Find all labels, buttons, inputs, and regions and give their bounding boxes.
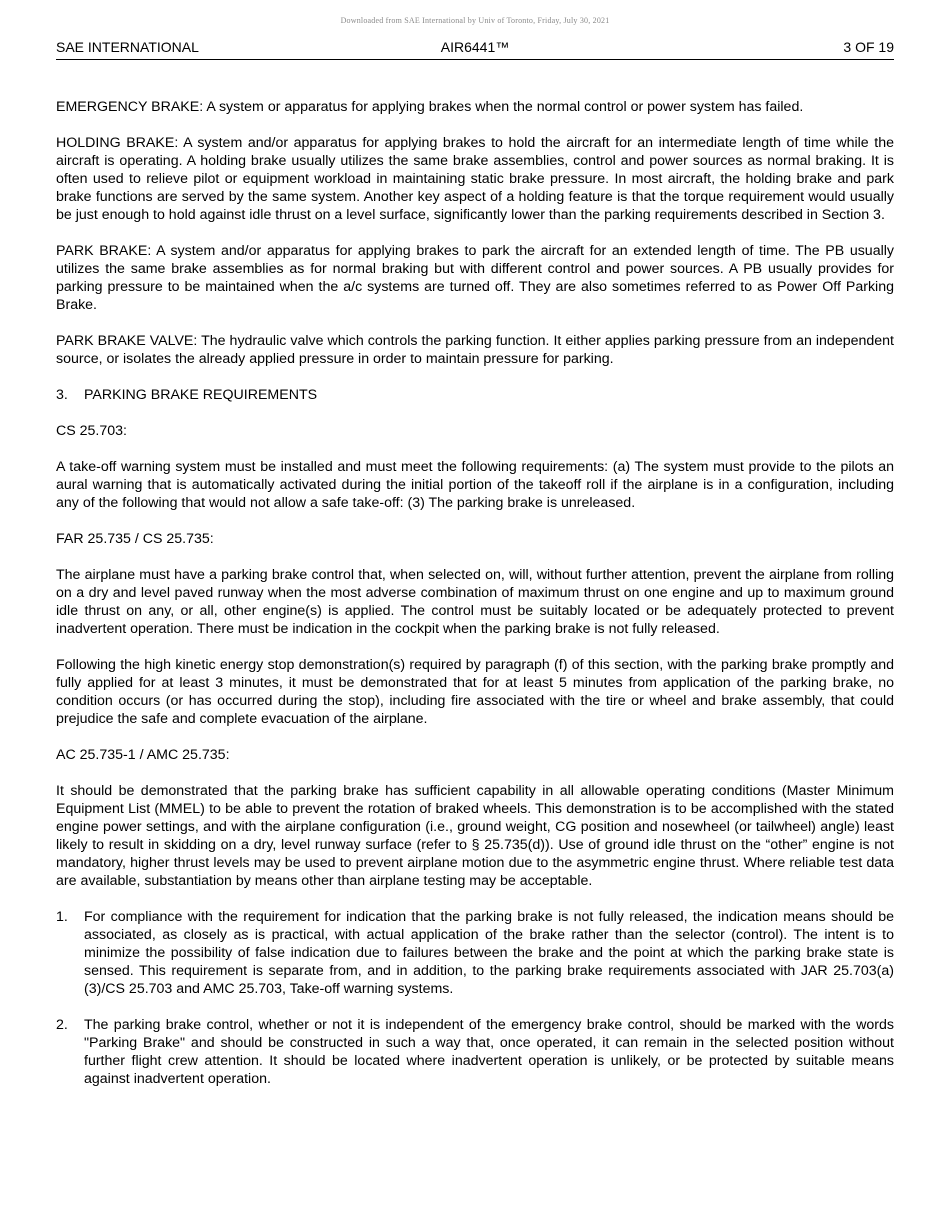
page-header — [56, 38, 894, 60]
header-org: SAE INTERNATIONAL — [56, 39, 199, 55]
ac25735-text: It should be demonstrated that the parking brake has sufficient capability in all allowable operating conditions (Master Minimum Equipment List (MMEL) to be able to prevent the rotation of braked wheels. This demonstration is to be accomplished with the stated engine power settings, and with the airplane configuration (i.e., ground weight, CG position and nosewheel (or tailwheel) angle) least likely to result in skidding on a dry, level runway surface (refer to § 25.735(d)). Use of ground idle thrust on the “other” engine is not mandatory, higher thrust levels may be used to prevent airplane motion due to the asymmetric engine thrust. Where reliable test data are available, substantiation by means other than airplane testing may be acceptable. — [56, 783, 894, 889]
header-doc-id: AIR6441™ — [440, 39, 510, 55]
section-number: 3. — [56, 387, 68, 403]
section-title: PARKING BRAKE REQUIREMENTS — [84, 387, 318, 403]
definition-emergency-brake: EMERGENCY BRAKE: A system or apparatus for applying brakes when the normal control or power system has failed. — [56, 99, 804, 115]
far25735-paragraph: The airplane must have a parking brake control that, when selected on, will, without further attention, prevent the airplane from rolling on a dry and level paved runway when the most adverse combination of maximum thrust on one engine and up to maximum ground idle thrust on any, or all, other engine(s) is applied. The control must be suitably located or be adequately protected to prevent inadvertent operation. There must be indication in the cockpit when the parking brake is not fully released. — [56, 567, 894, 637]
header-page-number: 3 OF 19 — [843, 39, 894, 55]
definition-holding-brake: HOLDING BRAKE: A system and/or apparatus for applying brakes to hold the aircraft for an intermediate length of time while the aircraft is operating. A holding brake usually utilizes the same brake assemblies, control and power sources as normal braking. It is often used to relieve pilot or equipment workload in maintaining static brake pressure. In most aircraft, the holding brake and park brake functions are served by the same system. Another key aspect of a holding feature is that the torque requirement would usually be just enough to hold against idle thrust on a level surface, significantly lower than the parking requirements described in Section 3. — [56, 135, 894, 223]
definition-park-brake-valve: PARK BRAKE VALVE: The hydraulic valve which controls the parking function. It either applies parking pressure from an independent source, or isolates the already applied pressure in order to maintain pressure for parking. — [56, 333, 894, 367]
download-watermark: Downloaded from SAE International by Univ of Toronto, Friday, July 30, 2021 — [340, 16, 610, 25]
list-item — [56, 908, 894, 998]
cs25703-text: A take-off warning system must be installed and must meet the following requirements: (a) The system must provide to the pilots an aural warning that is automatically activated during the initial portion of the takeoff roll if the airplane is in a configuration, including any of the following that would not allow a safe take-off: (3) The parking brake is unreleased. — [56, 459, 894, 511]
definition-park-brake: PARK BRAKE: A system and/or apparatus for applying brakes to park the aircraft for an extended length of time. The PB usually utilizes the same brake assemblies as for normal braking but with different control and power sources. A PB usually provides for parking pressure to be maintained when the a/c systems are turned off. They are also sometimes referred to as Power Off Parking Brake. — [56, 243, 894, 313]
list-item-text: For compliance with the requirement for indication that the parking brake is not fully released, the indication means should be associated, as closely as is practical, with actual application of the brake rather than the selector (control). The intent is to minimize the possibility of false indication due to failures between the brake and the point at which the parking brake state is sensed. This requirement is separate from, and in addition, to the parking brake requirements associated with JAR 25.703(a)(3)/CS 25.703 and AMC 25.703, Take-off warning systems. — [84, 909, 894, 997]
section-heading — [56, 386, 894, 404]
far25735-heading: FAR 25.735 / CS 25.735: — [56, 531, 214, 547]
list-item-number: 2. — [56, 1017, 68, 1033]
list-item — [56, 1016, 894, 1088]
document-body — [56, 98, 894, 1106]
ac25735-heading: AC 25.735-1 / AMC 25.735: — [56, 747, 230, 763]
list-item-text: The parking brake control, whether or not it is independent of the emergency brake control, should be marked with the words "Parking Brake" and should be constructed in such a way that, once operated, it can remain in the selected position without further flight crew attention. It should be located where inadvertent operation is unlikely, or be protected by suitable means against inadvertent operation. — [84, 1017, 894, 1087]
list-item-number: 1. — [56, 909, 68, 925]
far25735-paragraph: Following the high kinetic energy stop demonstration(s) required by paragraph (f) of this section, with the parking brake promptly and fully applied for at least 3 minutes, it must be demonstrated that for at least 5 minutes from application of the parking brake, no condition occurs (or has occurred during the stop), including fire associated with the tire or wheel and brake assembly, that could prejudice the safe and complete evacuation of the airplane. — [56, 657, 894, 727]
cs25703-heading: CS 25.703: — [56, 423, 127, 439]
